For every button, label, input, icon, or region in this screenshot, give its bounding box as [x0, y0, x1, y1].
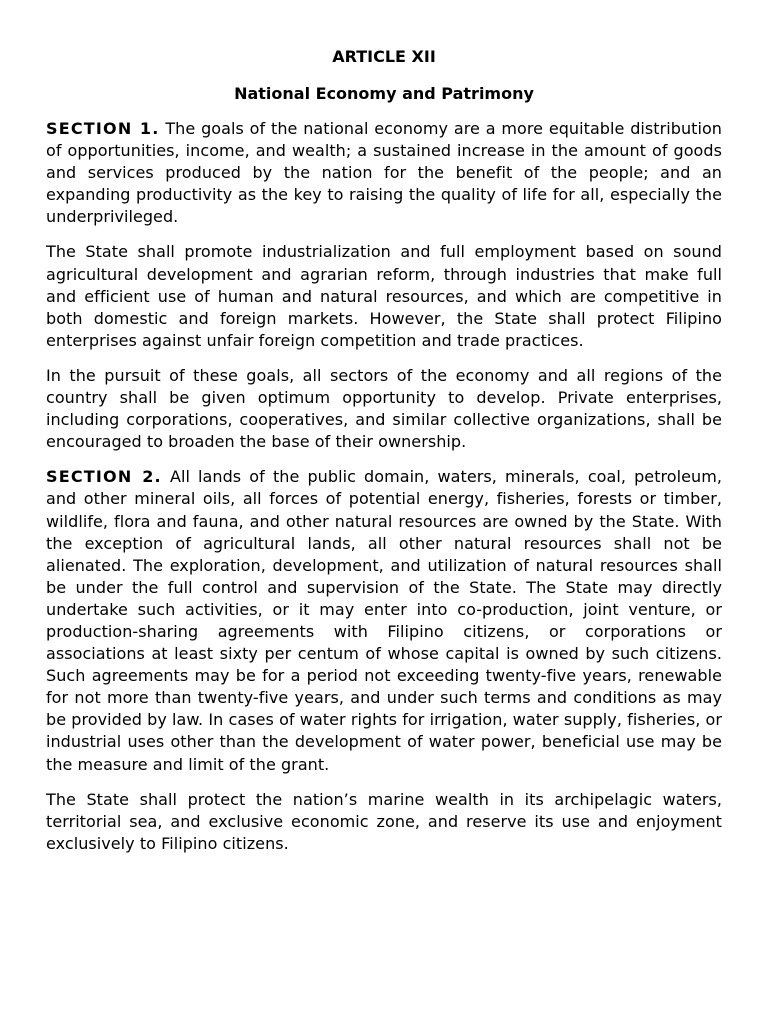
paragraph-text: The State shall promote industrialization and full employment based on sound agricultural development and agrarian reform, through industries that make full and efficient use of human and natural resources, and which are competitive in both domestic and foreign markets. However, the State shall protect Filipino enterprises against unfair foreign competition and trade practices.	[46, 242, 722, 350]
paragraph-text: The State shall protect the nation’s marine wealth in its archipelagic waters, territorial sea, and exclusive economic zone, and reserve its use and enjoyment exclusively to Filipino citizens.	[46, 789, 722, 853]
section-2-paragraph-2	[46, 789, 722, 855]
section-label: SECTION 2.	[46, 467, 162, 487]
article-title: National Economy and Patrimony	[234, 84, 534, 103]
article-heading: ARTICLE XII	[332, 47, 436, 66]
document-page	[46, 46, 722, 868]
section-label: SECTION 1.	[46, 119, 160, 138]
section-1-paragraph-2	[46, 241, 722, 351]
section-2-paragraph	[46, 466, 722, 775]
section-1-paragraph	[46, 118, 722, 228]
paragraph-text: The goals of the national economy are a more equitable distribution of opportunities, income, and wealth; a sustained increase in the amount of goods and services produced by the nation for the benefit of the people; and an expanding productivity as the key to raising the quality of life for all, especially the underprivileged.	[46, 119, 722, 227]
paragraph-text: All lands of the public domain, waters, minerals, coal, petroleum, and other mineral oils, all forces of potential energy, fisheries, forests or timber, wildlife, flora and fauna, and other natural resources are owned by the State. With the exception of agricultural lands, all other natural resources shall not be alienated. The exploration, development, and utilization of natural resources shall be under the full control and supervision of the State. The State may directly undertake such activities, or it may enter into co-production, joint venture, or production-sharing agreements with Filipino citizens, or corporations or associations at least sixty per centum of whose capital is owned by such citizens. Such agreements may be for a period not exceeding twenty-five years, renewable for not more than twenty-five years, and under such terms and conditions as may be provided by law. In cases of water rights for irrigation, water supply, fisheries, or industrial uses other than the development of water power, beneficial use may be the measure and limit of the grant.	[46, 467, 722, 774]
paragraph-text: In the pursuit of these goals, all sectors of the economy and all regions of the country shall be given optimum opportunity to develop. Private enterprises, including corporations, cooperatives, and similar collective organizations, shall be encouraged to broaden the base of their ownership.	[46, 365, 722, 452]
section-1-paragraph-3	[46, 365, 722, 453]
